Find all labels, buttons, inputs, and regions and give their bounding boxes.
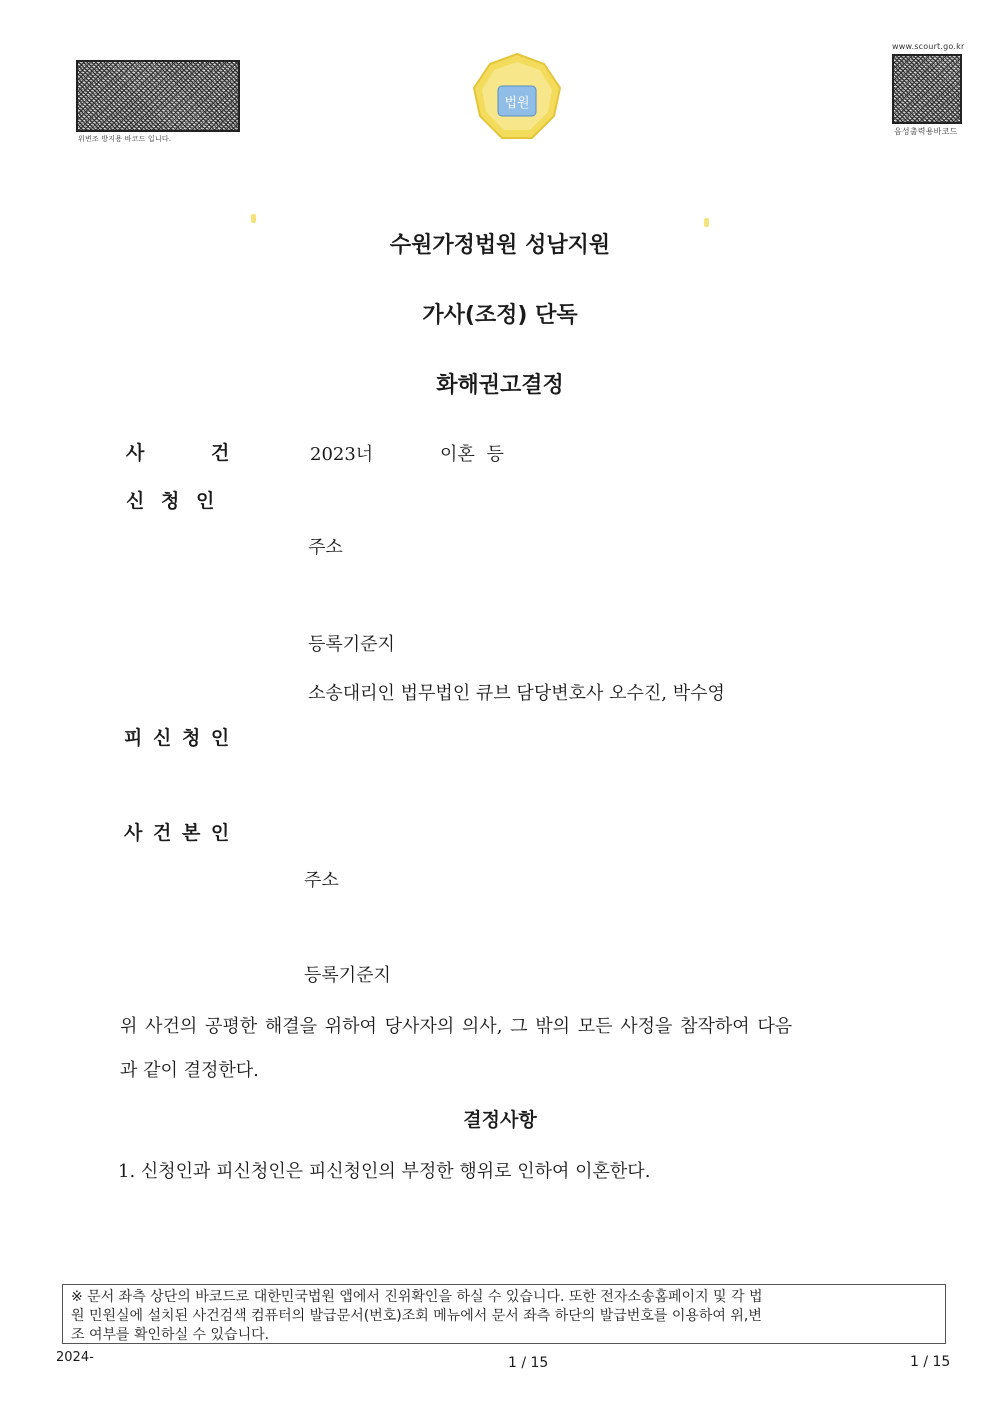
decision-heading: 결정사항 [463, 1109, 537, 1131]
notice-line-3: 조 여부를 확인하실 수 있습니다. [71, 1327, 270, 1343]
notice-line-2: 원 민원실에 설치된 사건검색 컴퓨터의 발급문서(번호)조회 메뉴에서 문서 좌측 하단의 발급번호를 이용하여 위,변 [71, 1308, 762, 1324]
issue-number: 2024- [56, 1350, 94, 1365]
notice-line-1: ※ 문서 좌측 상단의 바코드로 대한민국법원 앱에서 진위확인을 하실 수 있습니다. 또한 전자소송홈페이지 및 각 법 [71, 1289, 763, 1305]
court-emblem-icon [468, 50, 566, 146]
intro-text-line2: 과 같이 결정한다. [120, 1060, 259, 1081]
case-label-text: 사 건 [126, 442, 230, 464]
case-label [126, 438, 234, 465]
applicant-label: 신 청 인 [126, 490, 215, 512]
verification-notice [62, 1284, 946, 1344]
court-name: 수원가정법원 성남지원 [389, 233, 611, 258]
case-number: 2023너 [310, 444, 374, 465]
emblem-label: 법원 [504, 96, 530, 111]
scourt-url: www.scourt.go.kr [892, 42, 965, 51]
applicant-representative: 소송대리인 법무법인 큐브 담당변호사 오수진, 박수영 [308, 683, 725, 704]
decision-item-1: 1. 신청인과 피신청인은 피신청인의 부정한 행위로 인하여 이혼한다. [118, 1161, 651, 1182]
audio-barcode [892, 54, 962, 124]
principal-address-label: 주소 [304, 870, 339, 891]
page-number-center: 1 / 15 [508, 1355, 549, 1371]
decorative-dot [251, 214, 256, 223]
authenticity-barcode-caption: 위변조 방지용 바코드 입니다. [78, 135, 172, 143]
division-name: 가사(조정) 단독 [422, 303, 578, 328]
principal-registry-label: 등록기준지 [304, 965, 391, 986]
applicant-registry-label: 등록기준지 [308, 634, 395, 655]
decorative-dot [704, 218, 709, 227]
principal-label: 사 건 본 인 [124, 822, 230, 844]
case-name: 이혼 등 [440, 444, 504, 465]
document-title: 화해권고결정 [436, 373, 564, 398]
intro-text-line1: 위 사건의 공평한 해결을 위하여 당사자의 의사, 그 밖의 모든 사정을 참작하여 다음 [120, 1016, 793, 1037]
authenticity-barcode [76, 60, 240, 132]
audio-barcode-caption: 음성출력용바코드 [894, 127, 958, 136]
applicant-address-label: 주소 [308, 537, 343, 558]
respondent-label: 피 신 청 인 [124, 727, 230, 749]
page-number-right: 1 / 15 [910, 1354, 951, 1370]
